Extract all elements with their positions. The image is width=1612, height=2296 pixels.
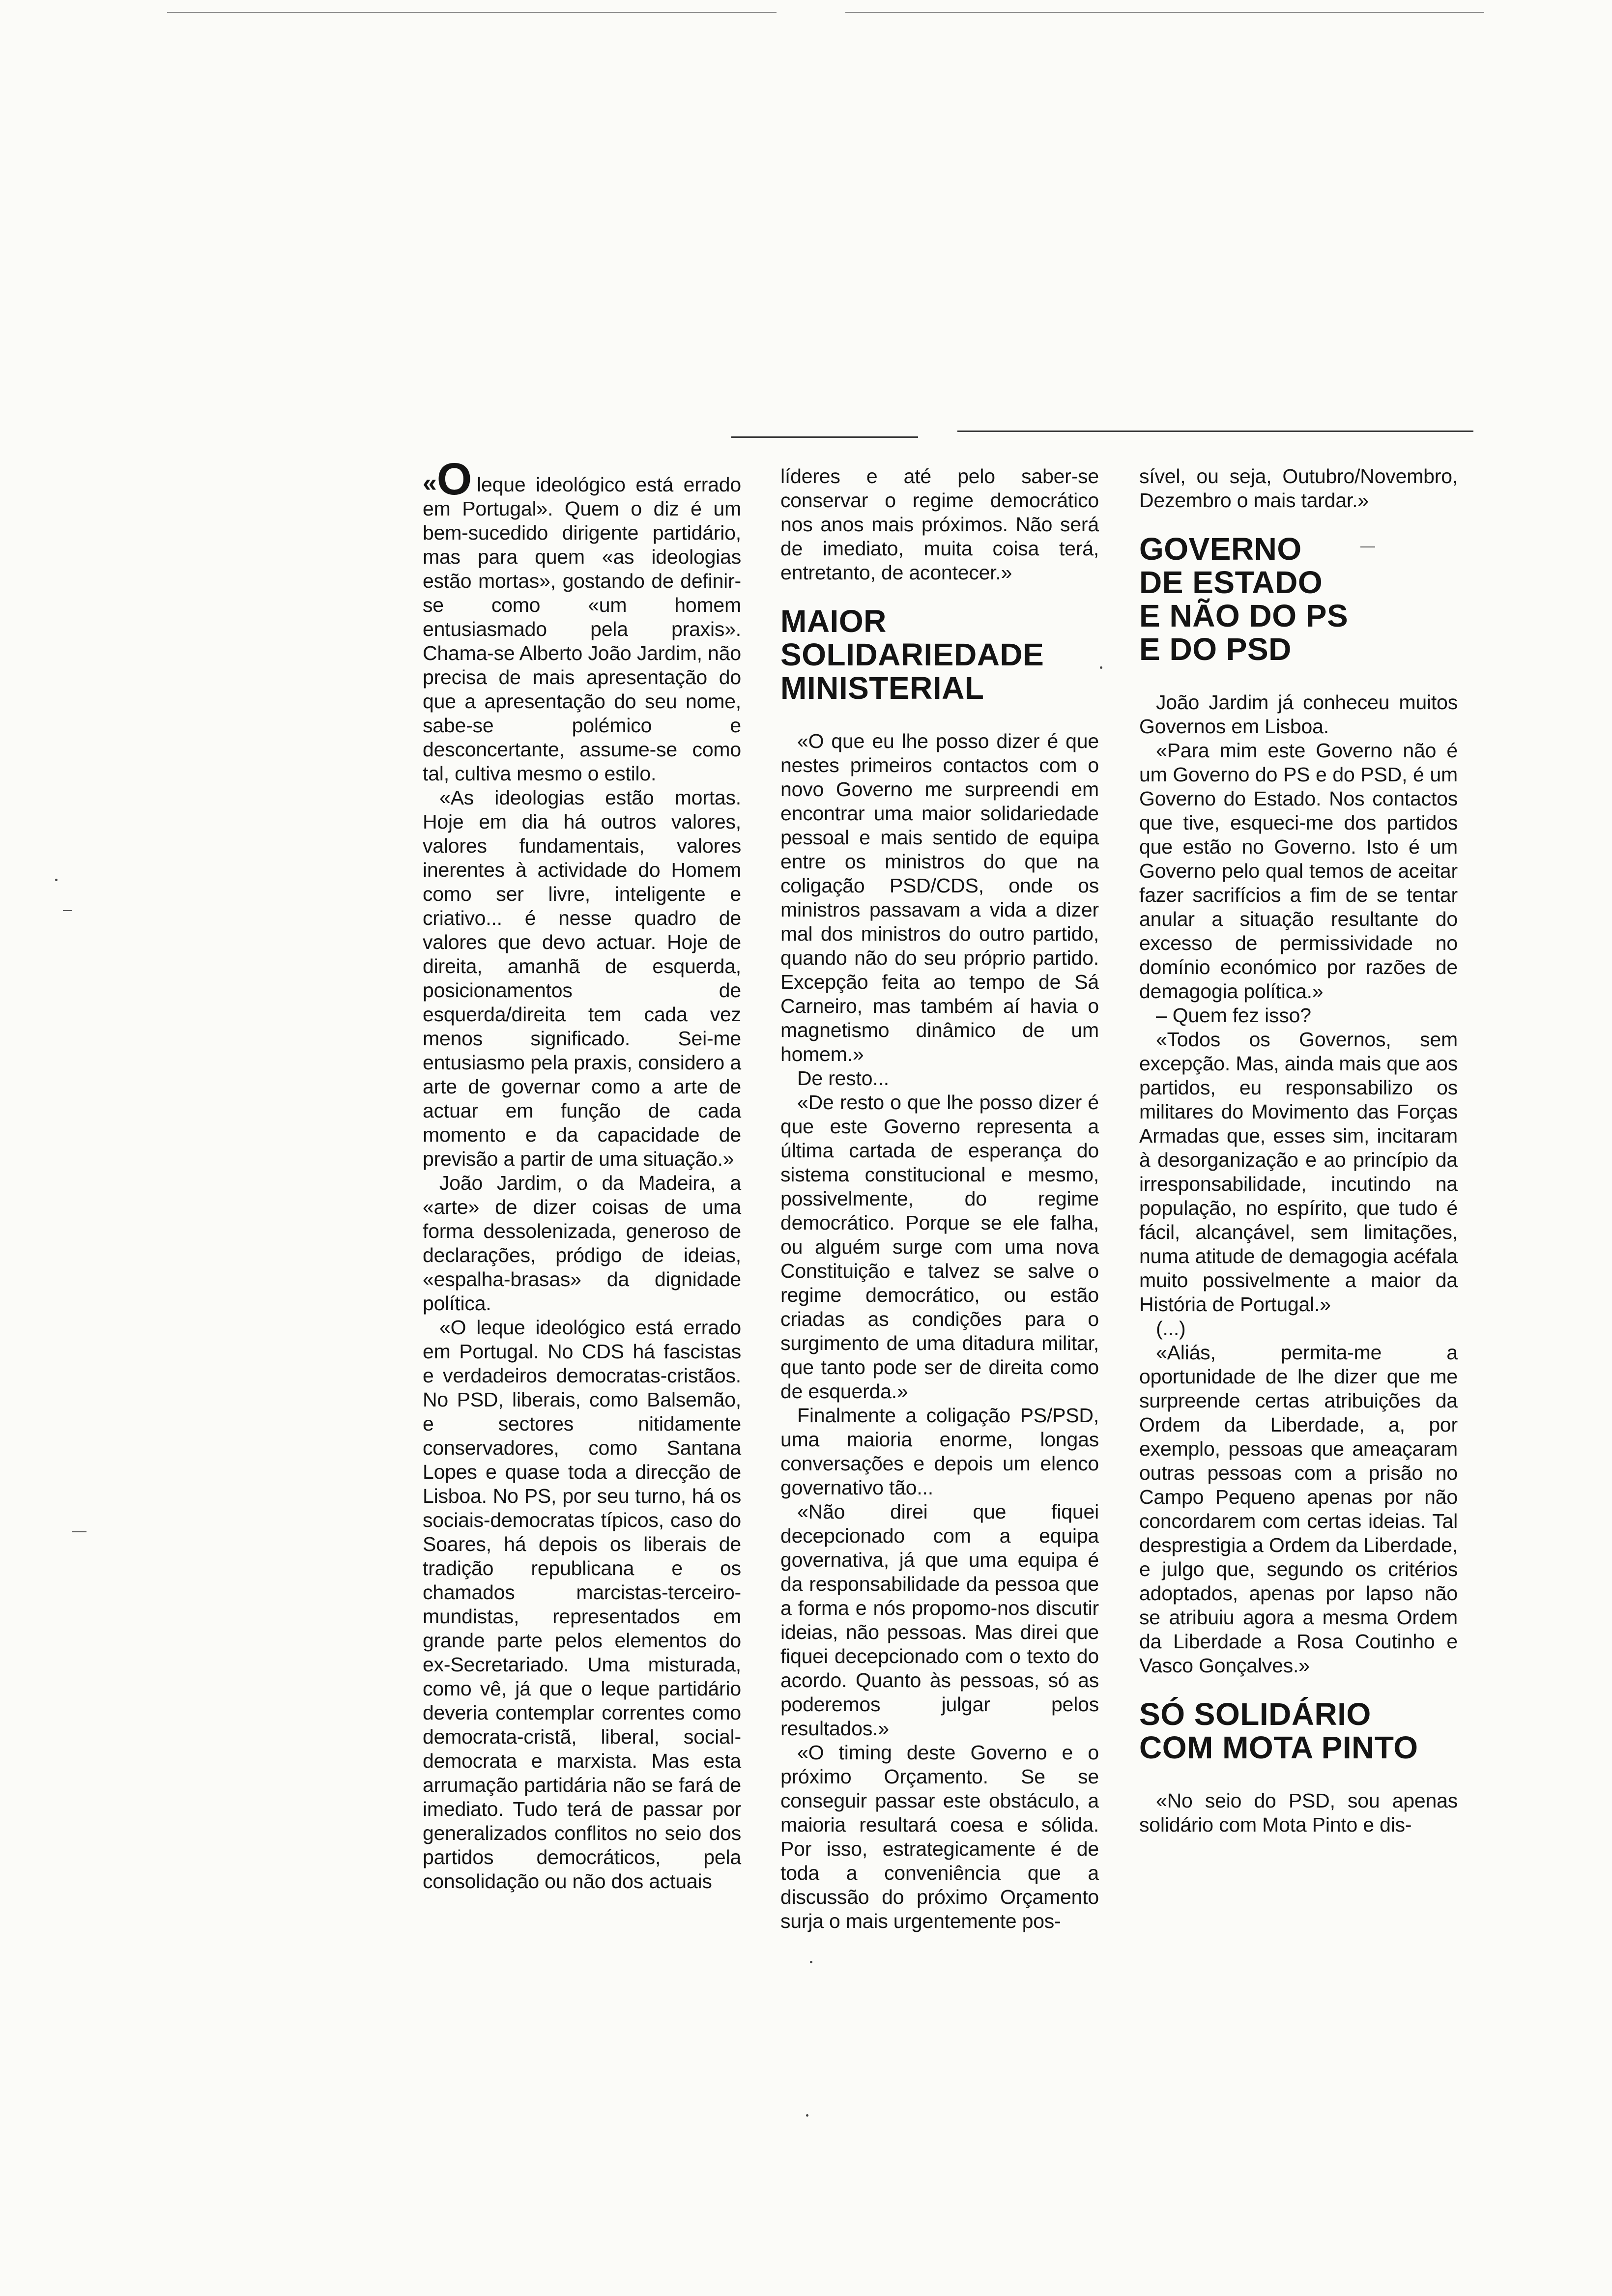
dropcap-letter: O	[436, 454, 472, 504]
paragraph: «Não direi que fiquei decepcionado com a equipa governativa, já que uma equipa é da responsabilidade da pessoa que a forma e nós propomo-nos discutir ideias, não pessoas. Mas direi que fiquei decepcionado com o texto do acordo. Quanto às pessoas, só as poderemos julgar pelos resultados.»	[780, 1500, 1099, 1740]
heading-line: MINISTERIAL	[780, 670, 984, 706]
paragraph: João Jardim já conheceu muitos Governos em Lisboa.	[1139, 691, 1458, 738]
dropcap-quote: «	[423, 469, 437, 497]
lead-text: leque ideológico está errado em Portugal». Quem o diz é um bem-sucedido dirigente partidário, mas para quem «as ideologias estão mortas», gostando de definir-se como «um homem entusiasmado pela praxis». Chama-se Alberto João Jardim, não precisa de mais apresentação do que a apresentação do seu nome, sabe-se polémico e desconcertante, assume-se como tal, cultiva mesmo o estilo.	[423, 473, 741, 785]
paragraph: «O leque ideológico está errado em Portugal. No CDS há fascistas e verdadeiros democratas-cristãos. No PSD, liberais, como Balsemão, e sectores nitidamente conservadores, como Santana Lopes e quase toda a direcção de Lisboa. No PS, por seu turno, há os sociais-democratas típicos, caso do Soares, há depois os liberais de tradição republicana e os chamados marcistas-terceiro-mundistas, representados em grande parte pelos elementos do ex-Secretariado. Uma misturada, como vê, já que o leque partidário deveria contemplar correntes como democrata-cristã, liberal, social-democrata e marxista. Mas esta arrumação partidária não se fará de imediato. Tudo terá de passar por generalizados conflitos no seio dos partidos democráticos, pela consolidação ou não dos actuais	[423, 1316, 741, 1893]
paragraph: João Jardim, o da Madeira, a «arte» de dizer coisas de uma forma dessolenizada, generoso de declarações, pródigo de ideias, «espalha-brasas» da dignidade política.	[423, 1172, 741, 1315]
paragraph: De resto...	[797, 1067, 889, 1090]
paragraph: «Para mim este Governo não é um Governo do PS e do PSD, é um Governo do Estado. Nos contactos que tive, esqueci-me dos partidos que estão no Governo. Isto é um Governo pelo qual temos de aceitar fazer sacrifícios a fim de se tentar anular a situação resultante do excesso de permissividade no domínio económico por razões de demagogia política.»	[1139, 739, 1458, 1003]
lead-paragraph	[423, 454, 741, 786]
paragraph: líderes e até pelo saber-se conservar o regime democrático nos anos mais próximos. Não será de imediato, muita coisa terá, entretanto, de acontecer.»	[780, 465, 1099, 584]
section-heading-so-solidario	[1139, 1697, 1458, 1764]
section-heading-maior-solidariedade	[780, 604, 1099, 705]
top-rule-right	[845, 12, 1484, 13]
article-rule-left	[731, 436, 918, 438]
heading-line: GOVERNO	[1139, 531, 1302, 567]
article-column-1	[423, 454, 741, 1894]
section-heading-governo-de-estado	[1139, 532, 1458, 666]
paragraph: – Quem fez isso?	[1156, 1004, 1311, 1027]
paragraph: Finalmente a coligação PS/PSD, uma maioria enorme, longas conversações e depois um elenco governativo tão...	[780, 1404, 1099, 1499]
heading-line: COM MOTA PINTO	[1139, 1730, 1418, 1765]
paragraph: «De resto o que lhe posso dizer é que este Governo representa a última cartada de esperança do sistema constitucional e mesmo, possivelmente, do regime democrático. Porque se ele falha, ou alguém surge com uma nova Constituição e talvez se salve o regime democrático, ou estão criadas as condições para o surgimento de uma ditadura militar, que tanto pode ser de direita como de esquerda.»	[780, 1091, 1099, 1403]
heading-line: E DO PSD	[1139, 631, 1292, 667]
article-column-2	[780, 464, 1099, 1933]
paragraph: «O timing deste Governo e o próximo Orçamento. Se se conseguir passar este obstáculo, a maioria resultará coesa e sólida. Por isso, estrategicamente é de toda a conveniência que a discussão do próximo Orçamento surja o mais urgentemente pos-	[780, 1741, 1099, 1932]
article-rule-right	[957, 430, 1473, 432]
margin-speck	[806, 2114, 808, 2117]
margin-speck	[1100, 666, 1102, 669]
heading-line: MAIOR	[780, 603, 887, 639]
margin-speck	[810, 1961, 812, 1963]
heading-line: DE ESTADO	[1139, 565, 1323, 600]
margin-mark	[63, 910, 72, 911]
margin-mark	[72, 1531, 86, 1532]
article-column-3	[1139, 464, 1458, 1837]
paragraph: «No seio do PSD, sou apenas solidário com Mota Pinto e dis-	[1139, 1789, 1458, 1836]
paragraph: «Todos os Governos, sem excepção. Mas, ainda mais que aos partidos, eu responsabilizo os militares do Movimento das Forças Armadas que, esses sim, incitaram à desorganização e ao princípio da irresponsabilidade, incutindo na população, no espírito, que tudo é fácil, alcançável, sem limitações, numa atitude de demagogia acéfala muito possivelmente a maior da História de Portugal.»	[1139, 1028, 1458, 1316]
heading-line: SOLIDARIEDADE	[780, 637, 1044, 672]
top-rule-left	[167, 12, 777, 13]
margin-speck	[55, 879, 58, 881]
heading-line: SÓ SOLIDÁRIO	[1139, 1696, 1371, 1732]
paragraph: (...)	[1156, 1317, 1186, 1340]
heading-line: E NÃO DO PS	[1139, 598, 1349, 633]
paragraph: «As ideologias estão mortas. Hoje em dia há outros valores, valores fundamentais, valores inerentes à actividade do Homem como ser livre, inteligente e criativo... é nesse quadro de valores que devo actuar. Hoje de direita, amanhã de esquerda, posicionamentos de esquerda/direita tem cada vez menos significado. Sei-me entusiasmo pela praxis, considero a arte de governar como a arte de actuar em função de cada momento e da capacidade de previsão a partir de uma situação.»	[423, 786, 741, 1170]
paragraph: «O que eu lhe posso dizer é que nestes primeiros contactos com o novo Governo me surpreendi em encontrar uma maior solidariedade pessoal e mais sentido de equipa entre os ministros do que na coligação PSD/CDS, onde os ministros passavam a vida a dizer mal dos ministros do outro partido, quando não do seu próprio partido. Excepção feita ao tempo de Sá Carneiro, mas também aí havia o magnetismo dinâmico de um homem.»	[780, 730, 1099, 1065]
paragraph: «Aliás, permita-me a oportunidade de lhe dizer que me surpreende certas atribuições da Ordem da Liberdade, a, por exemplo, pessoas que ameaçaram outras pessoas com a prisão no Campo Pequeno apenas por não concordarem com certas ideias. Tal desprestigia a Ordem da Liberdade, e julgo que, segundo os critérios adoptados, apenas por lapso não se atribuiu agora a mesma Ordem da Liberdade a Rosa Coutinho e Vasco Gonçalves.»	[1139, 1341, 1458, 1677]
paragraph: sível, ou seja, Outubro/Novembro, Dezembro o mais tardar.»	[1139, 465, 1458, 512]
